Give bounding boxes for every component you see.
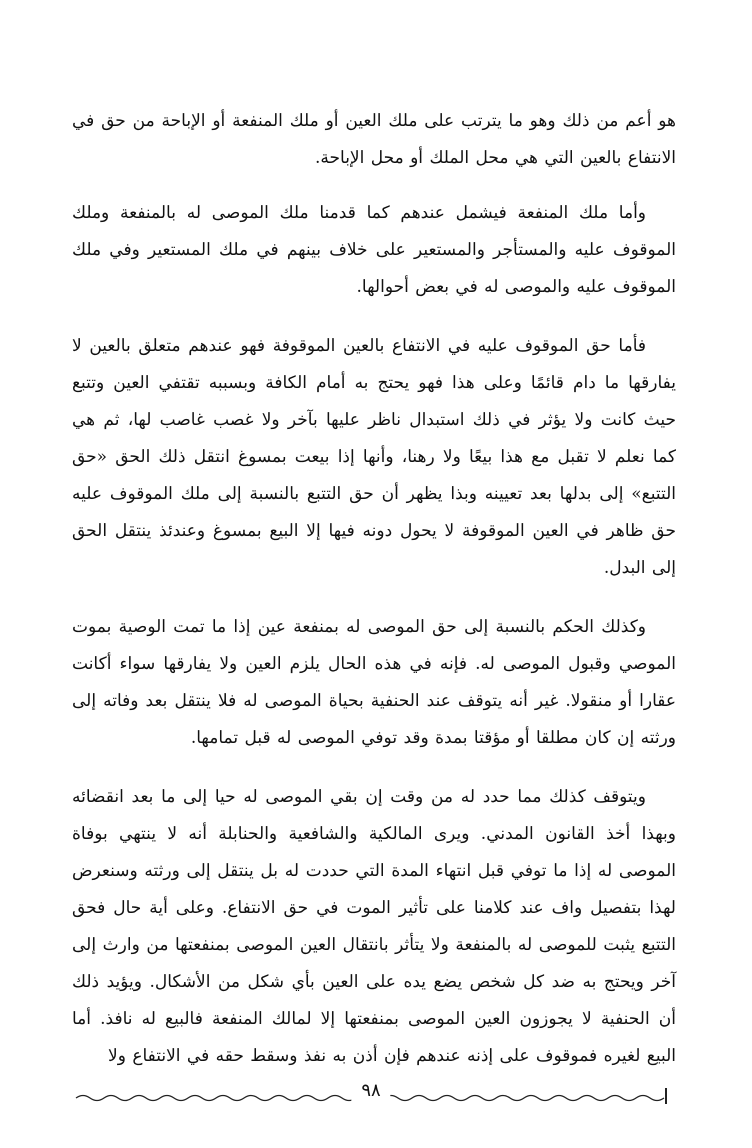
paragraph-2: وأما ملك المنفعة فيشمل عندهم كما قدمنا ملك الموصى له بالمنفعة وملك الموقوف عليه والمستأجر والمستعير على خلاف بينهم في ملك المستعير وفي ملك الموقوف عليه والموصى له في بعض أحوالها. bbox=[72, 203, 676, 297]
paragraph-4: وكذلك الحكم بالنسبة إلى حق الموصى له بمنفعة عين إذا ما تمت الوصية بموت الموصي وقبول الموصى له. فإنه في هذه الحال يلزم العين ولا يفارقها سواء أكانت عقارا أو منقولا. غير أنه يتوقف عند الحنفية بحياة الموصى له فلا ينتقل بعد وفاته إلى ورثته إن كان مطلقا أو مؤقتا بمدة وقد توفي الموصى له قبل تمامها. bbox=[72, 617, 676, 748]
paragraph-1: هو أعم من ذلك وهو ما يترتب على ملك العين أو ملك المنفعة أو الإباحة من حق في الانتفاع بالعين التي هي محل الملك أو محل الإباحة. bbox=[72, 111, 676, 168]
page-number: ٩٨ bbox=[351, 1080, 390, 1102]
page-footer bbox=[72, 1080, 670, 1110]
paragraph-5: ويتوقف كذلك مما حدد له من وقت إن بقي الموصى له حيا إلى ما بعد انقضائه وبهذا أخذ القانون المدني. ويرى المالكية والشافعية والحنابلة أنه لا ينتهي بوفاة الموصى له إذا ما توفي قبل انتهاء المدة التي حددت له بل ينتقل إلى ورثته وسنعرض لهذا بتفصيل واف عند كلامنا على تأثير الموت في حق الانتفاع. وعلى أية حال فحق التتبع يثبت للموصى له بالمنفعة ولا يتأثر بانتقال العين الموصى بمنفعتها من وارث إلى آخر ويحتج به ضد كل شخص يضع يده على العين بأي شكل من الأشكال. ويؤيد ذلك أن الحنفية لا يجوزون العين الموصى بمنفعتها إلا لمالك المنفعة فالبيع له نافذ. أما البيع لغيره فموقوف على إذنه عندهم فإن أذن به نفذ وسقط حقه في الانتفاع ولا bbox=[72, 787, 676, 1066]
paragraph-3: فأما حق الموقوف عليه في الانتفاع بالعين الموقوفة فهو عندهم متعلق بالعين لا يفارقها ما دام قائمًا وعلى هذا فهو يحتج به أمام الكافة وبسببه تقتفي العين وتتبع حيث كانت ولا يؤثر في ذلك استبدال ناظر عليها بآخر ولا غصب غاصب لها، ثم هي كما نعلم لا تقبل مع هذا بيعًا ولا رهنا، وأنها إذا بيعت بمسوغ انتقل ذلك الحق «حق التتبع» إلى بدلها بعد تعيينه وبذا يظهر أن حق التتبع بالنسبة إلى ملك الموقوف عليه حق ظاهر في العين الموقوفة لا يحول دونه فيها إلا البيع بمسوغ وعندئذ ينتقل الحق إلى البدل. bbox=[72, 336, 676, 578]
body-text bbox=[72, 103, 676, 1097]
